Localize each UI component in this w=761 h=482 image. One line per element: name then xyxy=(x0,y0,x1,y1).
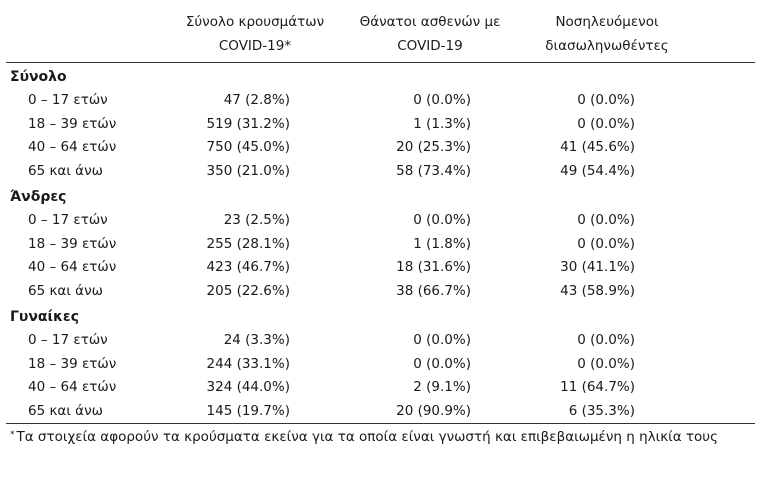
footnote-text: Τα στοιχεία αφορούν τα κρούσματα εκείνα για τα οποία είναι γνωστή και επιβεβαιωμένη η ηλικία τους xyxy=(16,429,719,445)
deaths-cell: 1 (1.8%) xyxy=(413,235,471,252)
intubated-cell: 6 (35.3%) xyxy=(568,402,635,419)
intubated-cell: 0 (0.0%) xyxy=(577,235,635,252)
header-intubated: Νοσηλευόμενοι διασωληνωθέντες xyxy=(545,14,669,54)
table-row xyxy=(0,329,761,351)
age-group-cell: 40 – 64 ετών xyxy=(28,379,117,395)
cases-cell: 244 (33.1%) xyxy=(206,355,290,372)
age-group-cell: 65 και άνω xyxy=(28,282,103,299)
cases-cell: 324 (44.0%) xyxy=(206,379,290,395)
table-row xyxy=(0,89,761,111)
table-row xyxy=(0,256,761,278)
table-row xyxy=(0,113,761,135)
deaths-cell: 20 (90.9%) xyxy=(396,402,471,419)
intubated-cell: 43 (58.9%) xyxy=(560,282,635,299)
table-row xyxy=(0,233,761,255)
age-group-cell: 65 και άνω xyxy=(28,402,103,419)
deaths-cell: 0 (0.0%) xyxy=(413,92,471,108)
intubated-cell: 41 (45.6%) xyxy=(560,139,635,155)
cases-cell: 47 (2.8%) xyxy=(223,92,290,108)
deaths-cell: 0 (0.0%) xyxy=(413,212,471,228)
table-row xyxy=(0,280,761,302)
intubated-cell: 0 (0.0%) xyxy=(577,355,635,372)
header-divider xyxy=(6,62,755,63)
cases-cell: 255 (28.1%) xyxy=(206,235,290,252)
table-header xyxy=(0,10,761,58)
age-group-cell: 0 – 17 ετών xyxy=(28,92,108,108)
deaths-cell: 0 (0.0%) xyxy=(413,332,471,348)
age-group-cell: 65 και άνω xyxy=(28,162,103,179)
age-group-cell: 0 – 17 ετών xyxy=(28,332,108,348)
cases-cell: 423 (46.7%) xyxy=(206,259,290,275)
deaths-cell: 18 (31.6%) xyxy=(396,259,471,275)
intubated-cell: 30 (41.1%) xyxy=(560,259,635,275)
section-title: Σύνολο xyxy=(10,69,67,85)
table-row xyxy=(0,160,761,182)
cases-cell: 145 (19.7%) xyxy=(206,402,290,419)
intubated-cell: 11 (64.7%) xyxy=(560,379,635,395)
table-row xyxy=(0,376,761,398)
header-total-cases: Σύνολο κρουσμάτων COVID-19* xyxy=(185,14,325,54)
cases-cell: 350 (21.0%) xyxy=(206,162,290,179)
footnote xyxy=(10,428,718,446)
deaths-cell: 38 (66.7%) xyxy=(396,282,471,299)
cases-cell: 519 (31.2%) xyxy=(206,115,290,132)
footnote-mark: * xyxy=(10,430,15,440)
table-row xyxy=(0,400,761,422)
footer-divider xyxy=(6,423,755,424)
age-group-cell: 18 – 39 ετών xyxy=(28,115,117,132)
age-group-cell: 40 – 64 ετών xyxy=(28,259,117,275)
deaths-cell: 20 (25.3%) xyxy=(396,139,471,155)
table-row xyxy=(0,353,761,375)
age-group-cell: 40 – 64 ετών xyxy=(28,139,117,155)
section-title: Άνδρες xyxy=(10,189,67,205)
table-row xyxy=(0,136,761,158)
age-group-cell: 0 – 17 ετών xyxy=(28,212,108,228)
age-group-cell: 18 – 39 ετών xyxy=(28,355,117,372)
table-row xyxy=(0,209,761,231)
deaths-cell: 1 (1.3%) xyxy=(413,115,471,132)
header-deaths: Θάνατοι ασθενών με COVID-19 xyxy=(359,14,501,54)
intubated-cell: 0 (0.0%) xyxy=(577,212,635,228)
cases-cell: 23 (2.5%) xyxy=(223,212,290,228)
deaths-cell: 2 (9.1%) xyxy=(413,379,471,395)
cases-cell: 205 (22.6%) xyxy=(206,282,290,299)
section-title: Γυναίκες xyxy=(10,309,80,325)
intubated-cell: 0 (0.0%) xyxy=(577,115,635,132)
deaths-cell: 58 (73.4%) xyxy=(396,162,471,179)
age-group-cell: 18 – 39 ετών xyxy=(28,235,117,252)
intubated-cell: 0 (0.0%) xyxy=(577,332,635,348)
intubated-cell: 49 (54.4%) xyxy=(560,162,635,179)
intubated-cell: 0 (0.0%) xyxy=(577,92,635,108)
cases-cell: 750 (45.0%) xyxy=(206,139,290,155)
cases-cell: 24 (3.3%) xyxy=(223,332,290,348)
deaths-cell: 0 (0.0%) xyxy=(413,355,471,372)
